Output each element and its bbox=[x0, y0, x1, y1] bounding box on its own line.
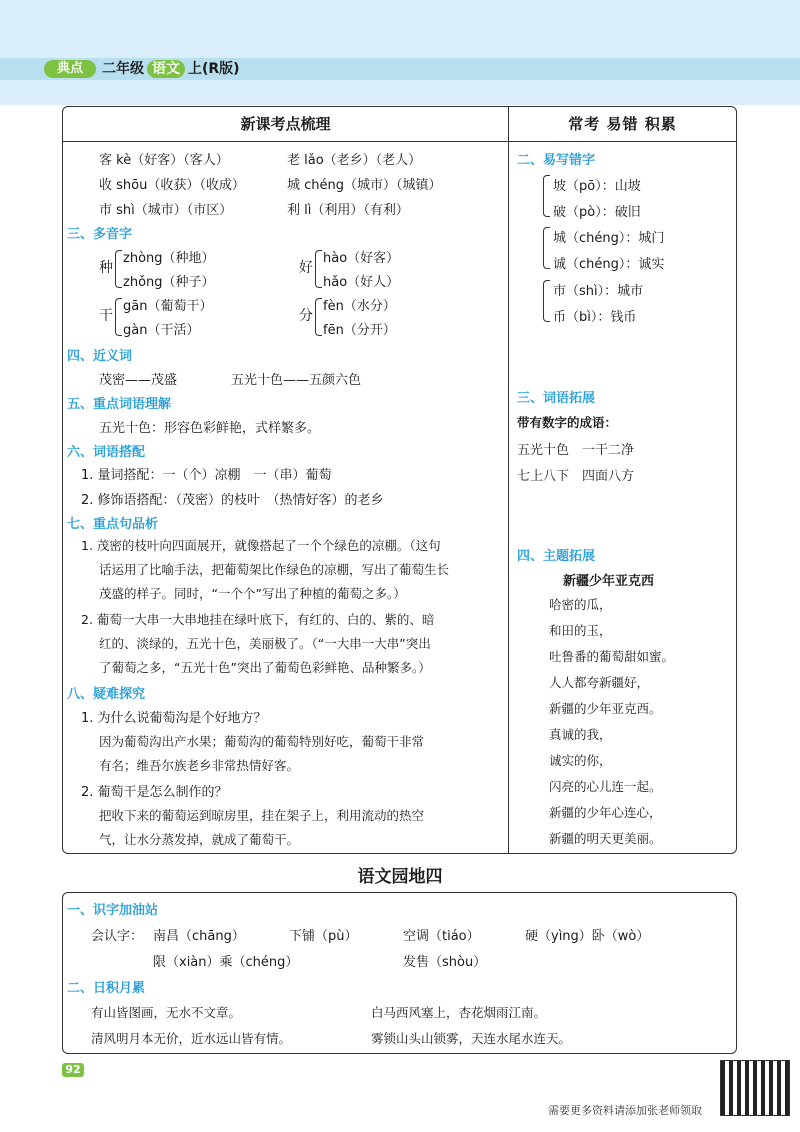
char-pair: 市（shì）：城市 bbox=[553, 284, 644, 299]
word-row: 市 shì（城市）（市区） bbox=[99, 203, 233, 218]
idiom-heading: 带有数字的成语： bbox=[517, 415, 618, 430]
recognize-word: 硬（yìng）卧（wò） bbox=[525, 929, 650, 944]
collocation-item: 1. 量词搭配：一（个）凉棚 一（串）葡萄 bbox=[81, 468, 332, 483]
recognize-word: 发售（shòu） bbox=[403, 955, 487, 970]
polyphone-reading: gān（葡萄干） bbox=[123, 299, 213, 314]
right-column-title: 常考 易错 积累 bbox=[509, 107, 736, 142]
recognize-word: 空调（tiáo） bbox=[403, 929, 480, 944]
brace bbox=[543, 175, 550, 217]
poem-line: 新疆的少年心连心， bbox=[549, 805, 662, 820]
column-divider bbox=[508, 107, 509, 853]
poem-line: 和田的玉， bbox=[549, 623, 612, 638]
answer-line: 气，让水分蒸发掉，就成了葡萄干。 bbox=[99, 832, 300, 847]
char-pair: 破（pò）：破旧 bbox=[553, 205, 641, 220]
synonym-pair: 五光十色——五颜六色 bbox=[231, 373, 362, 388]
char-pair: 坡（pō）：山坡 bbox=[553, 179, 641, 194]
analysis-line: 了葡萄之多，“五光十色”突出了葡萄色彩鲜艳、品种繁多。） bbox=[99, 660, 431, 675]
recognize-word: 下铺（pù） bbox=[289, 929, 358, 944]
recognize-word: 南昌（chāng） bbox=[153, 929, 245, 944]
page-number: 92 bbox=[62, 1063, 84, 1077]
brace bbox=[315, 250, 322, 288]
garden-panel bbox=[62, 892, 737, 1054]
qr-note: 需要更多资料请添加张老师领取 bbox=[548, 1104, 702, 1117]
brace bbox=[115, 298, 122, 336]
brace bbox=[315, 298, 322, 336]
analysis-line: 1. 茂密的枝叶向四面展开，就像搭起了一个个绿色的凉棚。（这句 bbox=[81, 538, 441, 553]
header-info bbox=[102, 60, 240, 78]
polyphone-char: 干 bbox=[99, 308, 113, 324]
word-row: 客 kè（好客）（客人） bbox=[99, 153, 229, 168]
poem-line: 人人都夸新疆好， bbox=[549, 675, 650, 690]
polyphone-char: 好 bbox=[299, 260, 313, 276]
char-pair: 币（bì）：钱币 bbox=[553, 310, 637, 325]
polyphone-reading: zhǒng（种子） bbox=[123, 275, 215, 290]
polyphone-reading: gàn（干活） bbox=[123, 323, 200, 338]
brace bbox=[543, 280, 550, 322]
garden-title: 语文园地四 bbox=[357, 867, 443, 887]
collocation-item: 2. 修饰语搭配：（茂密）的枝叶 （热情好客）的老乡 bbox=[81, 493, 384, 508]
brace bbox=[543, 227, 550, 269]
qr-code-icon bbox=[720, 1060, 790, 1116]
word-row: 利 lì（利用）（有利） bbox=[287, 203, 409, 218]
term-label: 上(R版) bbox=[188, 61, 240, 77]
poem-title: 新疆少年亚克西 bbox=[563, 574, 655, 589]
polyphone-reading: hǎo（好人） bbox=[323, 275, 400, 290]
question: 1. 为什么说葡萄沟是个好地方？ bbox=[81, 711, 267, 726]
couplet: 雾锁山头山锁雾，天连水尾水连天。 bbox=[371, 1031, 572, 1046]
section-theme-extension: 四、主题拓展 bbox=[517, 549, 596, 564]
page-header bbox=[0, 0, 800, 105]
question: 2. 葡萄干是怎么制作的？ bbox=[81, 785, 228, 800]
poem-line: 闪亮的心儿连一起。 bbox=[549, 779, 662, 794]
word-row: 收 shōu（收获）（收成） bbox=[99, 178, 245, 193]
word-row: 老 lǎo（老乡）（老人） bbox=[287, 153, 422, 168]
subject-badge: 语文 bbox=[147, 60, 185, 78]
polyphone-reading: zhòng（种地） bbox=[123, 251, 215, 266]
section-sentence-analysis: 七、重点句品析 bbox=[67, 517, 159, 532]
section-daily-accumulation: 二、日积月累 bbox=[67, 981, 146, 996]
section-error-prone: 二、易写错字 bbox=[517, 153, 596, 168]
section-collocation: 六、词语搭配 bbox=[67, 445, 146, 460]
synonym-pair: 茂密——茂盛 bbox=[99, 373, 178, 388]
couplet: 白马西风塞上，杏花烟雨江南。 bbox=[371, 1005, 547, 1020]
review-panel bbox=[62, 106, 737, 854]
polyphone-char: 种 bbox=[99, 260, 113, 276]
grade-label: 二年级 bbox=[102, 61, 144, 77]
analysis-line: 茂盛的样子。同时，“一个个”写出了种植的葡萄之多。） bbox=[99, 586, 406, 601]
answer-line: 把收下来的葡萄运到晾房里，挂在架子上，利用流动的热空 bbox=[99, 808, 425, 823]
section-key-words: 五、重点词语理解 bbox=[67, 397, 172, 412]
couplet: 有山皆图画，无水不文章。 bbox=[91, 1005, 242, 1020]
polyphone-reading: fēn（分开） bbox=[323, 323, 396, 338]
idiom-row: 七上八下 四面八方 bbox=[517, 469, 635, 484]
poem-line: 诚实的你， bbox=[549, 753, 612, 768]
char-pair: 诚（chéng）：诚实 bbox=[553, 257, 665, 272]
recognize-label: 会认字： bbox=[91, 929, 144, 944]
answer-line: 因为葡萄沟出产水果；葡萄沟的葡萄特别好吃，葡萄干非常 bbox=[99, 734, 425, 749]
polyphone-reading: hào（好客） bbox=[323, 251, 400, 266]
answer-line: 有名；维吾尔族老乡非常热情好客。 bbox=[99, 758, 300, 773]
brace bbox=[115, 250, 122, 288]
poem-line: 哈密的瓜， bbox=[549, 597, 612, 612]
polyphone-reading: fèn（水分） bbox=[323, 299, 396, 314]
word-definition: 五光十色：形容色彩鲜艳，式样繁多。 bbox=[99, 421, 321, 436]
idiom-row: 五光十色 一干二净 bbox=[517, 443, 635, 458]
brand-logo: 典点 bbox=[44, 60, 96, 78]
section-word-extension: 三、词语拓展 bbox=[517, 391, 596, 406]
poem-line: 新疆的少年亚克西。 bbox=[549, 701, 662, 716]
polyphone-char: 分 bbox=[299, 308, 313, 324]
analysis-line: 2. 葡萄一大串一大串地挂在绿叶底下，有红的、白的、紫的、暗 bbox=[81, 612, 435, 627]
poem-line: 真诚的我， bbox=[549, 727, 612, 742]
analysis-line: 红的、淡绿的，五光十色，美丽极了。（“一大串一大串”突出 bbox=[99, 636, 431, 651]
word-row: 城 chéng（城市）（城镇） bbox=[287, 178, 442, 193]
section-literacy: 一、识字加油站 bbox=[67, 903, 159, 918]
poem-line: 吐鲁番的葡萄甜如蜜。 bbox=[549, 649, 675, 664]
left-column-title: 新课考点梳理 bbox=[63, 107, 508, 142]
section-inquiry: 八、疑难探究 bbox=[67, 687, 146, 702]
analysis-line: 话运用了比喻手法，把葡萄架比作绿色的凉棚，写出了葡萄生长 bbox=[99, 562, 450, 577]
poem-line: 新疆的明天更美丽。 bbox=[549, 831, 662, 846]
couplet: 清风明月本无价，近水远山皆有情。 bbox=[91, 1031, 292, 1046]
section-polyphone: 三、多音字 bbox=[67, 227, 133, 242]
section-synonyms: 四、近义词 bbox=[67, 349, 133, 364]
char-pair: 城（chéng）：城门 bbox=[553, 231, 665, 246]
recognize-word: 限（xiàn）乘（chéng） bbox=[153, 955, 299, 970]
